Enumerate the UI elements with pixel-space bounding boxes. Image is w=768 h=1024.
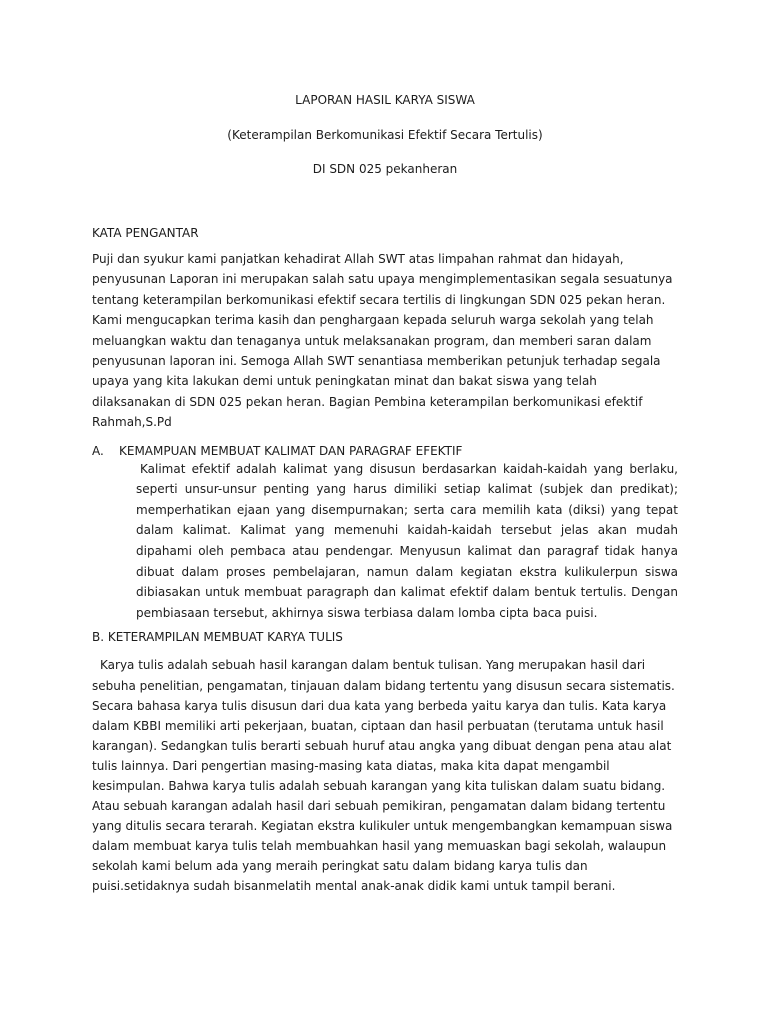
section-a-title: KEMAMPUAN MEMBUAT KALIMAT DAN PARAGRAF EFEKTIF [119,443,463,458]
section-b-paragraph: Karya tulis adalah sebuah hasil karangan dalam bentuk tulisan. Yang merupakan hasil dari sebuha penelitian, pengamatan, tinjauan dalam bidang tertentu yang disusun secara sistematis. Secara bahasa karya tulis disusun dari dua kata yang berbeda yaitu karya dan tulis. Kata karya dalam KBBI memiliki arti pekerjaan, buatan, ciptaan dan hasil perbuatan (terutama untuk hasil karangan). Sedangkan tulis berarti sebuah huruf atau angka yang dibuat dengan pena atau alat tulis lainnya. Dari pengertian masing-masing kata diatas, maka kita dapat mengambil kesimpulan. Bahwa karya tulis adalah sebuah karangan yang kita tuliskan dalam suatu bidang. Atau sebuah karangan adalah hasil dari sebuah pemikiran, pengamatan dalam bidang tertentu yang ditulis secara terarah. Kegiatan ekstra kulikuler untuk mengembangkan kemampuan siswa dalam membuat karya tulis telah membuahkan hasil yang memuaskan bagi sekolah, walaupun sekolah kami belum ada yang meraih peringkat satu dalam bidang karya tulis dan puisi.setidaknya sudah bisanmelatih mental anak-anak didik kami untuk tampil berani. [92,658,675,894]
section-a-paragraph: Kalimat efektif adalah kalimat yang disusun berdasarkan kaidah-kaidah yang berlaku, seperti unsur-unsur penting yang harus dimiliki setiap kalimat (subjek dan predikat); memperhatikan ejaan yang disempurnakan; serta cara memilih kata (diksi) yang tepat dalam kalimat. Kalimat yang memenuhi kaidah-kaidah tersebut jelas akan mudah dipahami oleh pembaca atau pendengar. Menyusun kalimat dan paragraf tidak hanya dibuat dalam proses pembelajaran, namun dalam kegiatan ekstra kulikulerpun siswa dibiasakan untuk membuat paragraph dan kalimat efektif dalam bentuk tertulis. Dengan pembiasaan tersebut, akhirnya siswa terbiasa dalam lomba cipta baca puisi. [136,461,678,620]
preface-paragraph: Puji dan syukur kami panjatkan kehadirat Allah SWT atas limpahan rahmat dan hidayah, penyusunan Laporan ini merupakan salah satu upaya mengimplementasikan segala sesuatunya tentang keterampilan berkomunikasi efektif secara tertilis di lingkungan SDN 025 pekan heran. Kami mengucapkan terima kasih dan penghargaan kepada seluruh warga sekolah yang telah meluangkan waktu dan tenaganya untuk melaksanakan program, dan memberi saran dalam penyusunan laporan ini. Semoga Allah SWT senantiasa memberikan petunjuk terhadap segala upaya yang kita lakukan demi untuk peningkatan minat dan bakat siswa yang telah dilaksanakan di SDN 025 pekan heran. Bagian Pembina keterampilan berkomunikasi efektif Rahmah,S.Pd [92,252,673,430]
preface-heading: KATA PENGANTAR [92,226,199,240]
section-b-heading: B. KETERAMPILAN MEMBUAT KARYA TULIS [92,630,343,645]
document-body [92,92,678,897]
section-a-marker: A. [92,443,104,458]
section-a-heading [92,443,678,459]
school-name: DI SDN 025 pekanheran [312,162,458,176]
document-title: LAPORAN HASIL KARYA SISWA [295,93,475,107]
document-subtitle: (Keterampilan Berkomunikasi Efektif Secara Tertulis) [227,128,543,142]
